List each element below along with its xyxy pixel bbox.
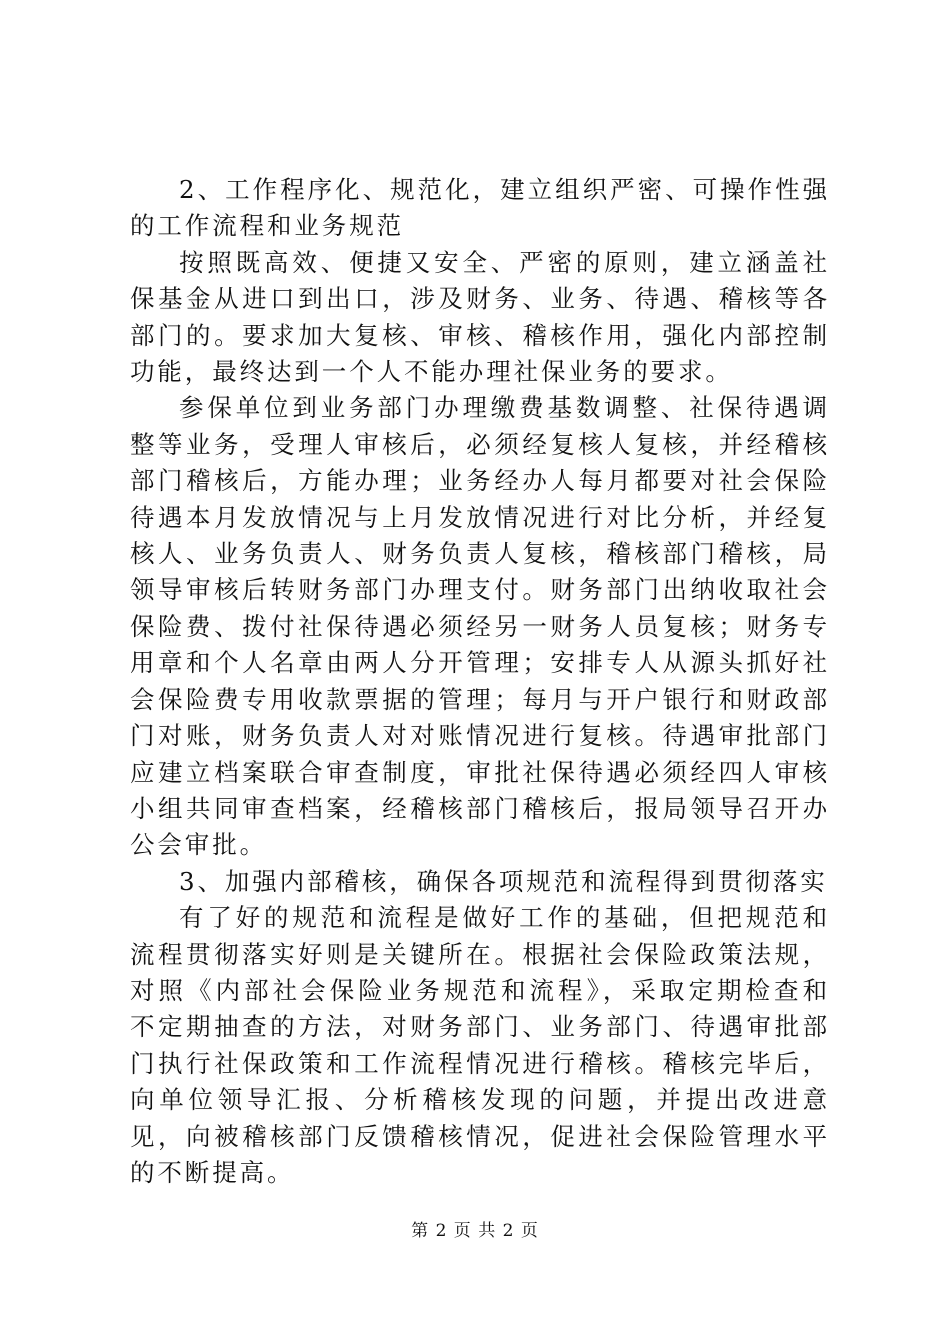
- body-paragraph: 按照既高效、便捷又安全、严密的原则，建立涵盖社保基金从进口到出口，涉及财务、业务、待遇、稽核等各部门的。要求加大复核、审核、稽核作用，强化内部控制功能，最终达到一个人不能办理社保业务的要求。: [130, 247, 830, 387]
- body-paragraph: 参保单位到业务部门办理缴费基数调整、社保待遇调整等业务，受理人审核后，必须经复核人复核，并经稽核部门稽核后，方能办理；业务经办人每月都要对社会保险待遇本月发放情况与上月发放情况进行对比分析，并经复核人、业务负责人、财务负责人复核，稽核部门稽核，局领导审核后转财务部门办理支付。财务部门出纳收取社会保险费、拨付社保待遇必须经另一财务人员复核；财务专用章和个人名章由两人分开管理；安排专人从源头抓好社会保险费专用收款票据的管理；每月与开户银行和财政部门对账，财务负责人对对账情况进行复核。待遇审批部门应建立档案联合审查制度，审批社保待遇必须经四人审核小组共同审查档案，经稽核部门稽核后，报局领导召开办公会审批。: [130, 393, 830, 860]
- section-heading-3: 3、加强内部稽核，确保各项规范和流程得到贯彻落实: [179, 866, 828, 896]
- document-body: [130, 172, 830, 1191]
- page-footer: 第 2 页 共 2 页: [411, 1221, 539, 1241]
- body-paragraph: 有了好的规范和流程是做好工作的基础，但把规范和流程贯彻落实好则是关键所在。根据社会保险政策法规，对照《内部社会保险业务规范和流程》，采取定期检查和不定期抽查的方法，对财务部门、业务部门、待遇审批部门执行社保政策和工作流程情况进行稽核。稽核完毕后，向单位领导汇报、分析稽核发现的问题，并提出改进意见，向被稽核部门反馈稽核情况，促进社会保险管理水平的不断提高。: [130, 903, 830, 1187]
- section-heading-2: 2、工作程序化、规范化，建立组织严密、可操作性强的工作流程和业务规范: [130, 175, 830, 241]
